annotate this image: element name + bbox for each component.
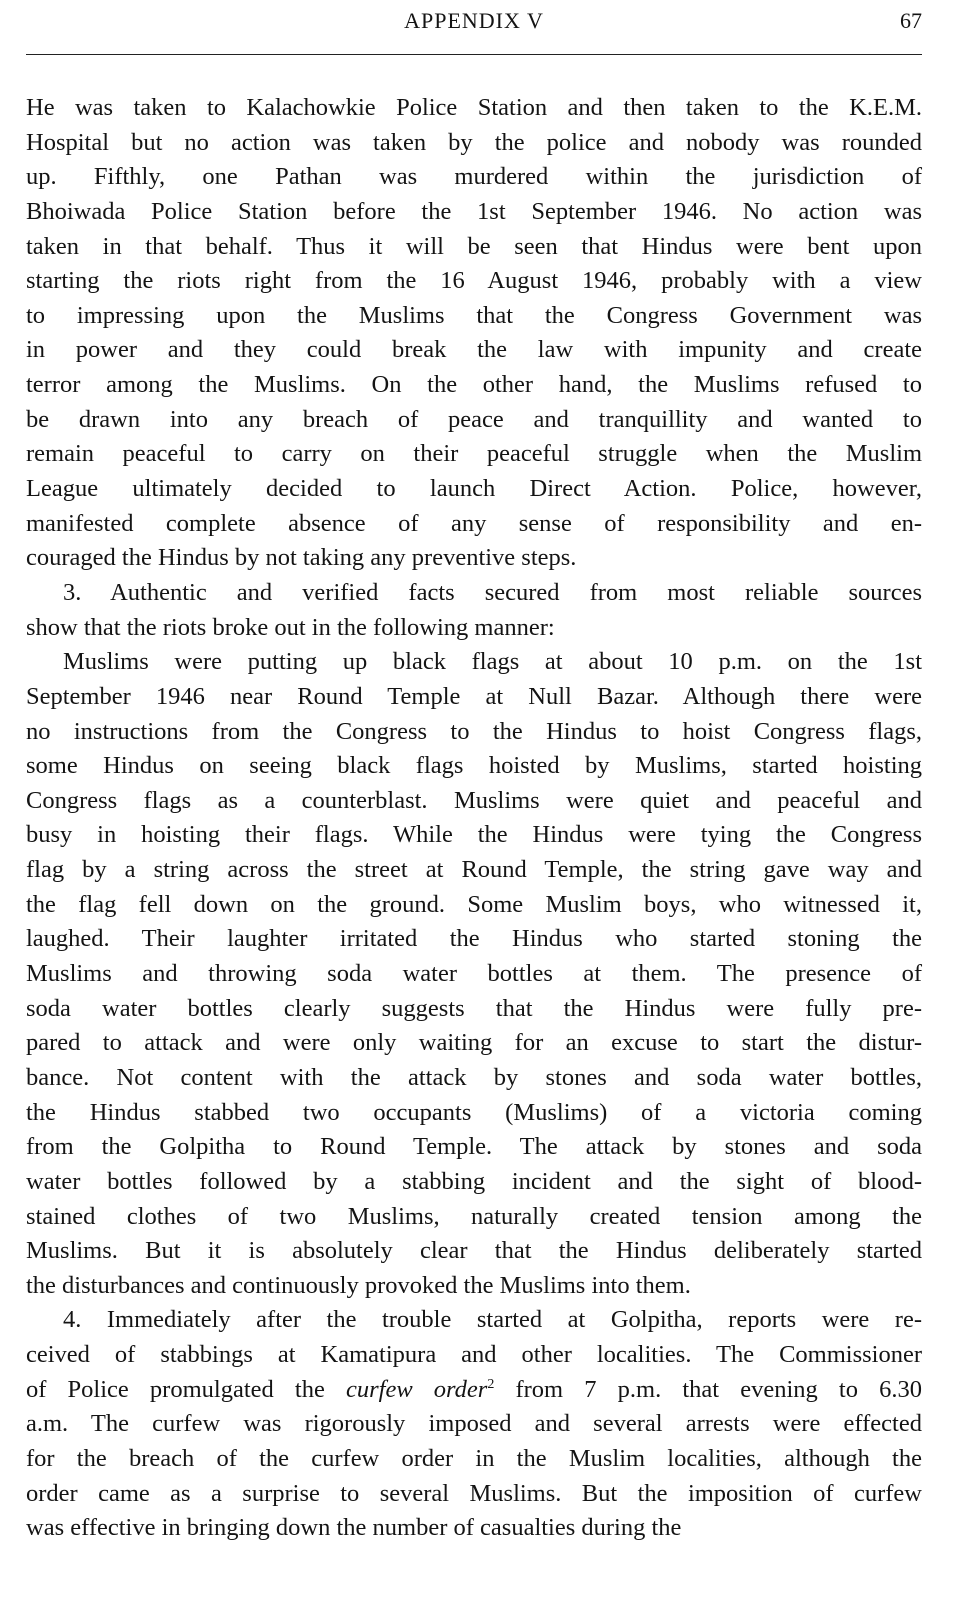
text-line [26, 1200, 922, 1235]
text-line [26, 368, 922, 403]
line-text: Bhoiwada Police Station before the 1st September 1946. No action was [26, 197, 922, 225]
line-text: order came as a surprise to several Muslims. But the imposition of curfew [26, 1479, 922, 1507]
line-text: Congress flags as a counterblast. Muslims were quiet and peaceful and [26, 786, 922, 814]
text-line [26, 1234, 922, 1269]
text-line [26, 126, 922, 161]
line-text: from 7 p.m. that evening to 6.30 [494, 1375, 922, 1403]
text-line [26, 1061, 922, 1096]
italic-term: curfew order [345, 1375, 488, 1403]
text-line [26, 1338, 922, 1373]
line-text: in power and they could break the law with impunity and create [26, 336, 922, 364]
text-line [26, 437, 922, 472]
line-text: for the breach of the curfew order in the Muslim localities, although the [26, 1444, 922, 1472]
text-line [26, 1477, 922, 1512]
header-rule [26, 54, 922, 55]
line-text: to impressing upon the Muslims that the Congress Government was [26, 301, 922, 329]
text-line [26, 403, 922, 438]
text-line [26, 264, 922, 299]
line-text: a.m. The curfew was rigorously imposed and several arrests were effected [26, 1410, 922, 1438]
text-line [26, 195, 922, 230]
line-text: 3. Authentic and verified facts secured from most reliable sources [63, 578, 922, 606]
running-title: APPENDIX V [404, 8, 544, 33]
line-text: be drawn into any breach of peace and tranquillity and wanted to [26, 405, 922, 433]
footnote-marker: 2 [487, 1376, 495, 1392]
text-line [26, 472, 922, 507]
line-text: no instructions from the Congress to the Hindus to hoist Congress flags, [26, 717, 922, 745]
text-line [26, 1442, 922, 1477]
text-line [26, 333, 922, 368]
line-text: was effective in bringing down the number of casualties during the [26, 1514, 682, 1542]
text-line [26, 91, 922, 126]
line-text: couraged the Hindus by not taking any preventive steps. [26, 544, 577, 572]
line-text: Muslims were putting up black flags at about 10 p.m. on the 1st [63, 648, 922, 676]
line-text: ceived of stabbings at Kamatipura and other localities. The Commissioner [26, 1341, 922, 1369]
line-text: soda water bottles clearly suggests that the Hindus were fully pre- [26, 994, 922, 1022]
running-header [26, 8, 922, 38]
line-text: flag by a string across the street at Round Temple, the string gave way and [26, 856, 922, 884]
body-text [26, 91, 922, 1546]
line-text: 4. Immediately after the trouble started at Golpitha, reports were re- [63, 1306, 922, 1334]
line-text: from the Golpitha to Round Temple. The attack by stones and soda [26, 1133, 922, 1161]
text-line [26, 818, 922, 853]
text-line [26, 1269, 922, 1304]
line-text: pared to attack and were only waiting for an excuse to start the distur- [26, 1029, 922, 1057]
text-line [26, 680, 922, 715]
line-text: show that the riots broke out in the following manner: [26, 613, 555, 641]
line-text: some Hindus on seeing black flags hoisted by Muslims, started hoisting [26, 752, 922, 780]
text-line [26, 1511, 922, 1546]
line-text: League ultimately decided to launch Direct Action. Police, however, [26, 475, 922, 503]
page-number: 67 [900, 8, 922, 33]
line-text: Muslims. But it is absolutely clear that the Hindus deliberately started [26, 1237, 922, 1265]
text-line [26, 1165, 922, 1200]
text-line [26, 922, 922, 957]
line-text: up. Fifthly, one Pathan was murdered within the jurisdiction of [26, 163, 922, 191]
text-line [26, 645, 922, 680]
line-text: laughed. Their laughter irritated the Hindus who started stoning the [26, 925, 922, 953]
text-line [26, 1373, 922, 1408]
line-text: water bottles followed by a stabbing incident and the sight of blood- [26, 1167, 922, 1195]
text-line [26, 888, 922, 923]
line-text: of Police promulgated the [26, 1375, 346, 1403]
text-line [26, 853, 922, 888]
text-line [26, 1026, 922, 1061]
line-text: Hospital but no action was taken by the police and nobody was rounded [26, 128, 922, 156]
text-line [26, 160, 922, 195]
text-line [26, 1407, 922, 1442]
line-text: stained clothes of two Muslims, naturally created tension among the [26, 1202, 922, 1230]
line-text: manifested complete absence of any sense of responsibility and en- [26, 509, 922, 537]
line-text: the disturbances and continuously provoked the Muslims into them. [26, 1271, 691, 1299]
line-text: the flag fell down on the ground. Some Muslim boys, who witnessed it, [26, 890, 922, 918]
text-line [26, 1303, 922, 1338]
line-text: terror among the Muslims. On the other hand, the Muslims refused to [26, 371, 922, 399]
line-text: remain peaceful to carry on their peaceful struggle when the Muslim [26, 440, 922, 468]
line-text: taken in that behalf. Thus it will be seen that Hindus were bent upon [26, 232, 922, 260]
line-text: bance. Not content with the attack by stones and soda water bottles, [26, 1063, 922, 1091]
text-line [26, 611, 922, 646]
line-text: He was taken to Kalachowkie Police Station and then taken to the K.E.M. [26, 94, 922, 121]
text-line [26, 507, 922, 542]
text-line [26, 1130, 922, 1165]
text-line [26, 1096, 922, 1131]
line-text: starting the riots right from the 16 August 1946, probably with a view [26, 267, 922, 295]
text-line [26, 299, 922, 334]
line-text: the Hindus stabbed two occupants (Muslims) of a victoria coming [26, 1098, 922, 1126]
text-line [26, 715, 922, 750]
text-line [26, 576, 922, 611]
line-text: Muslims and throwing soda water bottles at them. The presence of [26, 960, 922, 988]
text-line [26, 957, 922, 992]
text-line [26, 784, 922, 819]
text-line [26, 992, 922, 1027]
line-text: September 1946 near Round Temple at Null Bazar. Although there were [26, 682, 922, 710]
text-line [26, 749, 922, 784]
text-line [26, 541, 922, 576]
text-line [26, 230, 922, 265]
line-text: busy in hoisting their flags. While the Hindus were tying the Congress [26, 821, 922, 849]
